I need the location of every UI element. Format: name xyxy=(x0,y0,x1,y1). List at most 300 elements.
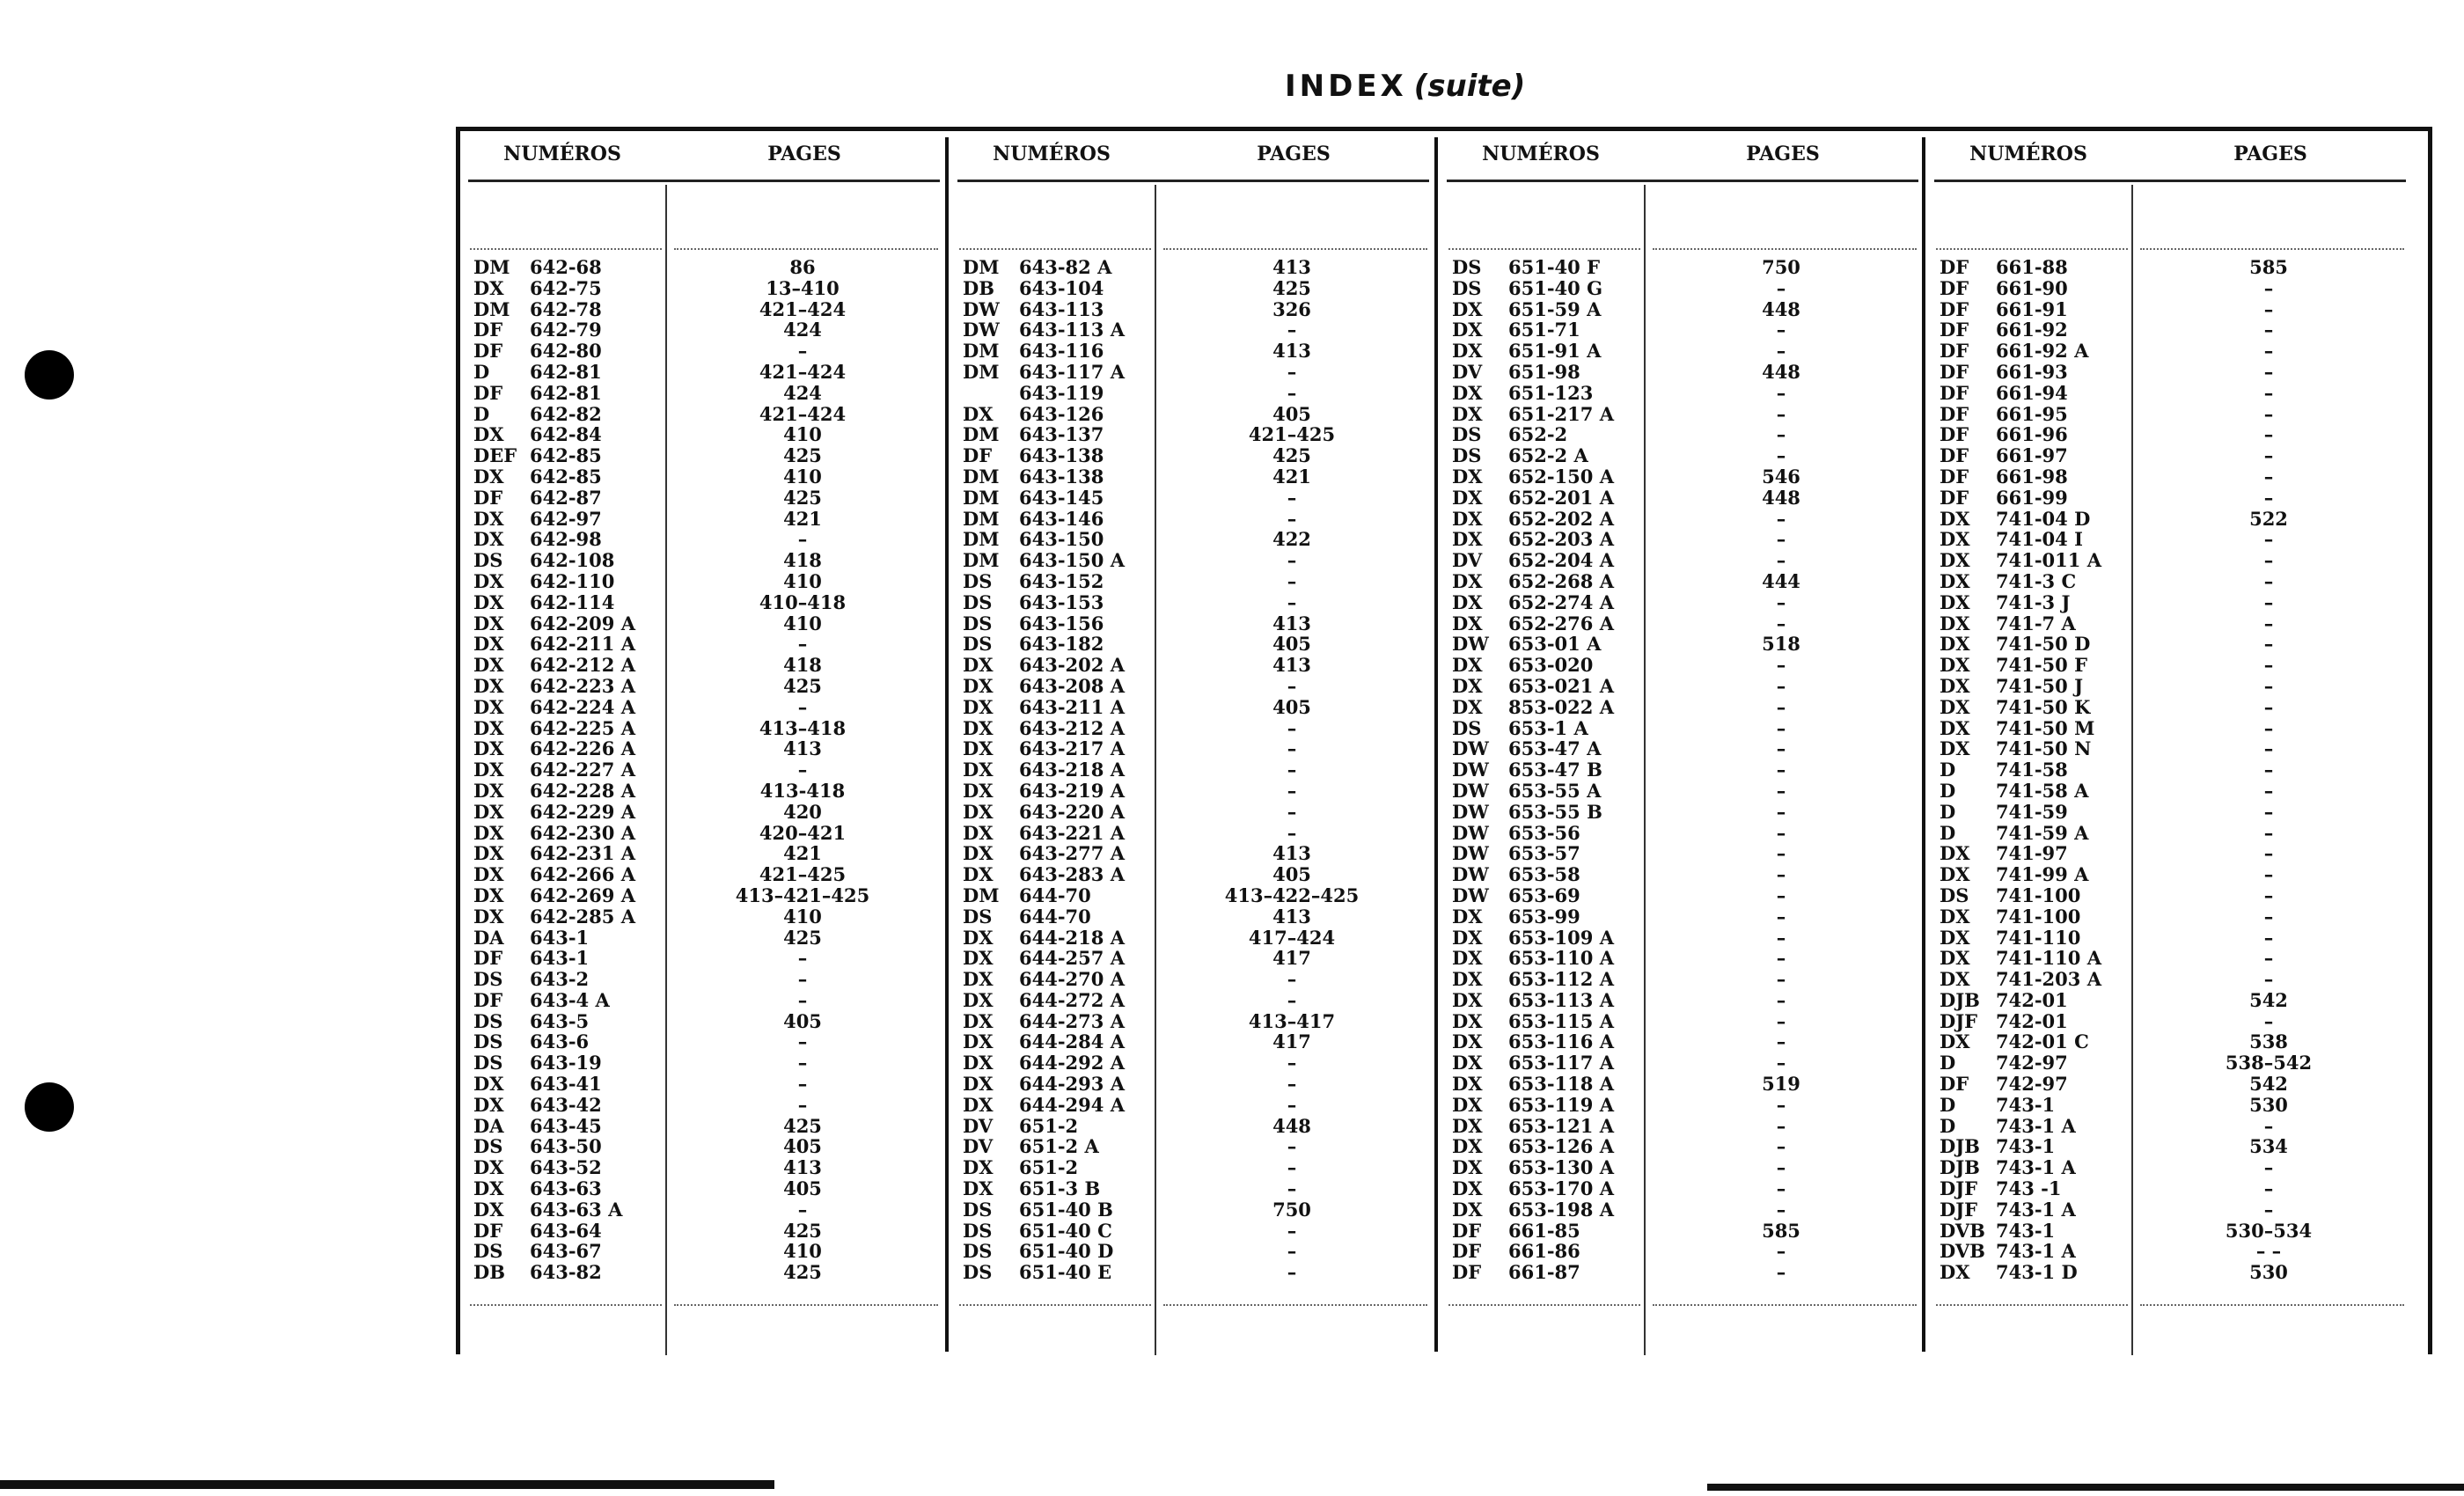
entry-prefix: DA xyxy=(473,926,504,949)
entry-prefix: DX xyxy=(1452,1114,1483,1137)
entry-number: 643-52 xyxy=(530,1156,602,1179)
entry-prefix: DX xyxy=(473,465,504,488)
entry-number: 643-63 xyxy=(530,1177,602,1200)
index-entry xyxy=(1452,823,1920,844)
entry-prefix: DM xyxy=(963,486,1000,509)
entry-pages: – xyxy=(2263,926,2274,949)
index-entry xyxy=(963,592,1431,613)
index-entry xyxy=(1940,781,2408,802)
entry-prefix: DX xyxy=(1452,1030,1483,1053)
entry-number: 741-50 K xyxy=(1996,695,2091,718)
entry-prefix: DF xyxy=(1940,486,1969,509)
entry-prefix: DX xyxy=(963,695,994,718)
entry-number: 661-88 xyxy=(1996,256,2068,278)
entry-prefix: DX xyxy=(1940,968,1970,991)
entry-prefix: D xyxy=(1940,800,1956,823)
entry-pages: 530 xyxy=(2249,1261,2288,1284)
entry-pages: – xyxy=(1776,1093,1786,1116)
entry-pages: – xyxy=(1287,779,1297,802)
index-entry xyxy=(1940,655,2408,676)
entry-prefix: DS xyxy=(473,1009,503,1032)
entry-pages: 413 xyxy=(783,737,822,760)
entry-prefix: DX xyxy=(473,842,504,865)
index-entry xyxy=(473,1095,942,1116)
index-entry xyxy=(963,613,1431,634)
index-entry xyxy=(1452,466,1920,488)
index-entry xyxy=(963,634,1431,655)
index-entry xyxy=(1452,424,1920,445)
entry-number: 644-284 A xyxy=(1019,1030,1125,1053)
entry-number: 651-59 A xyxy=(1508,297,1602,320)
entry-number: 853-022 A xyxy=(1508,695,1614,718)
entry-pages: 538 xyxy=(2249,1030,2288,1053)
entry-prefix: DX xyxy=(1452,1135,1483,1158)
entry-number: 642-114 xyxy=(530,590,615,613)
entry-number: 651-2 xyxy=(1019,1114,1079,1137)
entry-pages: – xyxy=(1776,444,1786,467)
entry-prefix: DX xyxy=(1452,297,1483,320)
entry-prefix: DX xyxy=(473,800,504,823)
entry-number: 653-119 A xyxy=(1508,1093,1614,1116)
entry-prefix: DM xyxy=(963,549,1000,572)
index-entry xyxy=(1940,1178,2408,1199)
entry-pages: – xyxy=(2263,863,2274,886)
entry-pages: – xyxy=(1776,1135,1786,1158)
entry-number: 661-90 xyxy=(1996,276,2068,299)
index-entry xyxy=(473,634,942,655)
entry-pages: – xyxy=(1776,1114,1786,1137)
entry-prefix: DX xyxy=(963,674,994,697)
index-entry xyxy=(963,1262,1431,1283)
entry-prefix: DX xyxy=(963,1093,994,1116)
entry-number: 652-204 A xyxy=(1508,549,1614,572)
entry-number: 653-01 A xyxy=(1508,633,1602,656)
index-entry xyxy=(473,1262,942,1283)
dotted-rule xyxy=(2140,1304,2404,1306)
index-entry xyxy=(963,1095,1431,1116)
index-entry xyxy=(1452,509,1920,530)
index-entry xyxy=(1940,864,2408,885)
entry-prefix: DJF xyxy=(1940,1177,1978,1200)
entry-pages: – xyxy=(2263,381,2274,404)
entry-prefix: DF xyxy=(1452,1240,1482,1263)
entry-pages: 448 xyxy=(1762,297,1800,320)
entry-pages: – xyxy=(2263,968,2274,991)
index-entry xyxy=(473,424,942,445)
entry-prefix: DM xyxy=(963,507,1000,530)
entry-prefix: DM xyxy=(963,423,1000,446)
entry-prefix: DV xyxy=(1452,549,1483,572)
entry-prefix: DX xyxy=(963,800,994,823)
entry-prefix: DV xyxy=(963,1114,994,1137)
entry-pages: – xyxy=(1776,968,1786,991)
entry-pages: – xyxy=(1287,319,1297,341)
entry-pages: 425 xyxy=(1272,444,1311,467)
entry-prefix: DS xyxy=(473,1240,503,1263)
entry-prefix: DX xyxy=(963,1177,994,1200)
index-entry xyxy=(1452,1052,1920,1074)
entry-number: 643-212 A xyxy=(1019,716,1125,739)
index-entry xyxy=(1940,488,2408,509)
index-entry xyxy=(963,1011,1431,1032)
index-entry xyxy=(963,1031,1431,1052)
entry-pages: 405 xyxy=(783,1135,822,1158)
entry-number: 661-92 A xyxy=(1996,340,2089,363)
entry-prefix: DX xyxy=(1452,1073,1483,1096)
entry-prefix: DX xyxy=(963,1156,994,1179)
index-entry xyxy=(1452,885,1920,906)
entry-prefix: DX xyxy=(1940,695,1970,718)
entry-prefix: DX xyxy=(1452,381,1483,404)
entry-pages: – xyxy=(2263,1009,2274,1032)
index-entry xyxy=(1940,529,2408,550)
entry-pages: – xyxy=(2263,319,2274,341)
index-entry xyxy=(1452,738,1920,759)
index-entry xyxy=(1940,424,2408,445)
entry-number: 643-145 xyxy=(1019,486,1104,509)
index-entry xyxy=(473,823,942,844)
entry-prefix: DX xyxy=(963,968,994,991)
entry-number: 643-153 xyxy=(1019,590,1104,613)
entry-pages: 444 xyxy=(1762,569,1800,592)
index-entry xyxy=(1940,1157,2408,1178)
index-entry xyxy=(1452,718,1920,739)
entry-pages: 417–424 xyxy=(1248,926,1336,949)
entry-prefix: DX xyxy=(1452,402,1483,425)
entry-number: 653-55 A xyxy=(1508,779,1602,802)
entry-pages: – xyxy=(1776,695,1786,718)
entry-prefix: DX xyxy=(473,695,504,718)
entry-pages: 410 xyxy=(783,905,822,928)
entry-prefix: DX xyxy=(1452,1198,1483,1221)
entry-number: 653-198 A xyxy=(1508,1198,1614,1221)
entry-pages: 421 xyxy=(1272,465,1311,488)
entry-list xyxy=(963,257,1431,1283)
index-entry xyxy=(1940,906,2408,928)
entry-number: 652-2 A xyxy=(1508,444,1588,467)
index-entry xyxy=(1452,802,1920,823)
entry-pages: – xyxy=(1776,905,1786,928)
index-entry xyxy=(1452,1074,1920,1095)
entry-pages: – xyxy=(1776,737,1786,760)
index-entry xyxy=(1452,969,1920,990)
entry-number: 661-93 xyxy=(1996,360,2068,383)
entry-number: 644-70 xyxy=(1019,884,1091,906)
entry-number: 642-211 A xyxy=(530,633,635,656)
index-entry xyxy=(473,990,942,1011)
index-entry xyxy=(963,738,1431,759)
entry-pages: 13–410 xyxy=(766,276,840,299)
index-entry xyxy=(1940,571,2408,592)
entry-prefix: DJF xyxy=(1940,1009,1978,1032)
entry-number: 642-225 A xyxy=(530,716,635,739)
index-entry xyxy=(963,1116,1431,1137)
entry-prefix: DX xyxy=(1940,905,1970,928)
index-entry xyxy=(473,802,942,823)
index-entry xyxy=(963,488,1431,509)
dotted-rule xyxy=(1653,248,1917,250)
index-entry xyxy=(1940,341,2408,362)
index-entry xyxy=(473,969,942,990)
entry-pages: – xyxy=(1776,1198,1786,1221)
entry-pages: 413–421–425 xyxy=(735,884,870,906)
entry-prefix: DW xyxy=(1452,884,1489,906)
entry-prefix: DJB xyxy=(1940,988,1980,1011)
entry-prefix: DX xyxy=(473,590,504,613)
entry-number: 642-231 A xyxy=(530,842,635,865)
entry-pages: – xyxy=(2263,947,2274,970)
entry-pages: 585 xyxy=(2249,256,2288,278)
entry-prefix: DX xyxy=(473,737,504,760)
entry-prefix: DF xyxy=(1940,402,1969,425)
index-entry xyxy=(1452,1221,1920,1242)
index-entry xyxy=(473,697,942,718)
entry-pages: – xyxy=(1287,737,1297,760)
index-entry xyxy=(963,928,1431,949)
index-entry xyxy=(963,1199,1431,1221)
index-entry xyxy=(1452,319,1920,341)
entry-number: 741-50 N xyxy=(1996,737,2092,760)
header-rule xyxy=(957,180,1429,182)
entry-number: 643-117 A xyxy=(1019,360,1125,383)
entry-pages: – xyxy=(1776,884,1786,906)
entry-prefix: DX xyxy=(1940,926,1970,949)
entry-pages: – xyxy=(2263,402,2274,425)
index-entry xyxy=(1452,843,1920,864)
entry-pages: – xyxy=(1776,381,1786,404)
index-entry xyxy=(473,445,942,466)
entry-number: 743-1 A xyxy=(1996,1114,2076,1137)
entry-pages: 425 xyxy=(783,674,822,697)
entry-number: 642-226 A xyxy=(530,737,635,760)
entry-pages: – xyxy=(1287,821,1297,844)
entry-prefix: DX xyxy=(1452,1009,1483,1032)
entry-pages: – xyxy=(1287,507,1297,530)
index-entry xyxy=(1940,592,2408,613)
entry-prefix: DX xyxy=(473,612,504,634)
entry-pages: – xyxy=(797,1030,808,1053)
index-entry xyxy=(1940,319,2408,341)
entry-number: 661-98 xyxy=(1996,465,2068,488)
entry-pages: 425 xyxy=(783,1261,822,1284)
index-entry xyxy=(473,257,942,278)
entry-prefix: DX xyxy=(473,716,504,739)
entry-number: 644-270 A xyxy=(1019,968,1125,991)
index-entry xyxy=(1940,969,2408,990)
entry-prefix: DJB xyxy=(1940,1135,1980,1158)
entry-prefix: DX xyxy=(1452,507,1483,530)
entry-pages: – xyxy=(1776,926,1786,949)
entry-pages: 413–422–425 xyxy=(1224,884,1360,906)
entry-prefix: DB xyxy=(963,276,994,299)
entry-number: 741-59 A xyxy=(1996,821,2089,844)
entry-prefix: DX xyxy=(473,759,504,781)
dotted-rule xyxy=(1653,1304,1917,1306)
index-entry xyxy=(963,1074,1431,1095)
entry-pages: – xyxy=(2263,276,2274,299)
entry-pages: – xyxy=(1776,674,1786,697)
entry-prefix: DS xyxy=(1940,884,1969,906)
entry-number: 644-294 A xyxy=(1019,1093,1125,1116)
index-entry xyxy=(1940,404,2408,425)
entry-number: 653-58 xyxy=(1508,863,1580,886)
entry-prefix: DX xyxy=(1940,1261,1970,1284)
entry-prefix: DF xyxy=(1940,1073,1969,1096)
index-entry xyxy=(963,843,1431,864)
index-entry xyxy=(1940,823,2408,844)
index-entry xyxy=(1940,278,2408,299)
entry-pages: 425 xyxy=(783,444,822,467)
entry-number: 642-108 xyxy=(530,549,615,572)
entry-list xyxy=(473,257,942,1283)
entry-prefix: DX xyxy=(963,759,994,781)
index-entry xyxy=(473,676,942,697)
entry-prefix: DF xyxy=(963,444,993,467)
entry-prefix: DX xyxy=(1940,549,1970,572)
entry-prefix: DF xyxy=(473,1219,503,1242)
entry-number: 741-58 A xyxy=(1996,779,2089,802)
entry-number: 642-78 xyxy=(530,297,602,320)
entry-pages: 425 xyxy=(783,486,822,509)
entry-prefix: DX xyxy=(1940,842,1970,865)
entry-pages: – xyxy=(1776,612,1786,634)
index-entry xyxy=(1452,1241,1920,1262)
entry-prefix: DX xyxy=(1452,340,1483,363)
index-column-group xyxy=(1927,132,2413,1355)
entry-pages: – xyxy=(1776,276,1786,299)
entry-number: 643-82 xyxy=(530,1261,602,1284)
index-entry xyxy=(1452,1095,1920,1116)
index-entry xyxy=(473,1116,942,1137)
entry-pages: 422 xyxy=(1272,528,1311,551)
entry-number: 741-50 J xyxy=(1996,674,2084,697)
index-column-group xyxy=(1440,132,1925,1355)
entry-prefix: DF xyxy=(1940,340,1969,363)
entry-prefix: DS xyxy=(473,1030,503,1053)
entry-pages: – xyxy=(2263,297,2274,320)
entry-prefix: DX xyxy=(963,402,994,425)
index-entry xyxy=(1452,781,1920,802)
entry-pages: 421 xyxy=(783,842,822,865)
index-entry xyxy=(473,550,942,571)
entry-number: 653-57 xyxy=(1508,842,1580,865)
entry-prefix: D xyxy=(1940,779,1956,802)
entry-pages: – xyxy=(797,988,808,1011)
entry-prefix: DJB xyxy=(1940,1156,1980,1179)
entry-number: 644-218 A xyxy=(1019,926,1125,949)
dotted-rule xyxy=(674,248,938,250)
index-entry xyxy=(1940,1116,2408,1137)
entry-number: 651-40 E xyxy=(1019,1261,1112,1284)
entry-pages: 421–424 xyxy=(759,360,847,383)
entry-pages: – xyxy=(1776,423,1786,446)
entry-number: 643-211 A xyxy=(1019,695,1125,718)
entry-pages: – xyxy=(2263,465,2274,488)
dotted-rule xyxy=(959,1304,1151,1306)
entry-number: 643-5 xyxy=(530,1009,590,1032)
entry-number: 743-1 A xyxy=(1996,1198,2076,1221)
entry-prefix: DS xyxy=(963,1198,993,1221)
entry-number: 642-228 A xyxy=(530,779,635,802)
entry-list xyxy=(1940,257,2408,1283)
index-entry xyxy=(963,257,1431,278)
entry-number: 642-75 xyxy=(530,276,602,299)
entry-number: 643-116 xyxy=(1019,340,1104,363)
entry-prefix: DX xyxy=(1940,947,1970,970)
index-entry xyxy=(963,1241,1431,1262)
index-entry xyxy=(963,823,1431,844)
entry-prefix: DS xyxy=(1452,276,1482,299)
entry-number: 653-130 A xyxy=(1508,1156,1614,1179)
header-numeros: NUMÉROS xyxy=(503,143,621,165)
entry-number: 644-273 A xyxy=(1019,1009,1125,1032)
entry-number: 643-1 xyxy=(530,947,590,970)
entry-number: 651-3 B xyxy=(1019,1177,1101,1200)
entry-number: 743 -1 xyxy=(1996,1177,2062,1200)
entry-pages: – xyxy=(1287,1052,1297,1074)
entry-number: 642-223 A xyxy=(530,674,635,697)
entry-prefix: DX xyxy=(473,1073,504,1096)
index-entry xyxy=(473,1241,942,1262)
entry-prefix: DV xyxy=(963,1135,994,1158)
dotted-rule xyxy=(1936,1304,2128,1306)
entry-prefix: DF xyxy=(473,486,503,509)
index-entry xyxy=(473,529,942,550)
index-entry xyxy=(1452,1157,1920,1178)
entry-number: 741-04 I xyxy=(1996,528,2083,551)
index-entry xyxy=(1940,257,2408,278)
entry-prefix: DS xyxy=(1452,716,1482,739)
index-entry xyxy=(1452,613,1920,634)
entry-prefix: DX xyxy=(473,821,504,844)
index-entry xyxy=(473,571,942,592)
entry-number: 653-126 A xyxy=(1508,1135,1614,1158)
entry-prefix: DS xyxy=(963,1261,993,1284)
entry-number: 643-150 xyxy=(1019,528,1104,551)
entry-number: 643-119 xyxy=(1019,381,1104,404)
entry-number: 741-7 A xyxy=(1996,612,2076,634)
index-entry xyxy=(1940,738,2408,759)
entry-prefix: DX xyxy=(473,1156,504,1179)
entry-number: 642-97 xyxy=(530,507,602,530)
entry-number: 741-50 D xyxy=(1996,633,2091,656)
index-entry xyxy=(963,1052,1431,1074)
entry-pages: – xyxy=(1776,549,1786,572)
entry-prefix: DX xyxy=(1452,905,1483,928)
index-entry xyxy=(1452,928,1920,949)
entry-prefix: DX xyxy=(1940,507,1970,530)
entry-number: 642-98 xyxy=(530,528,602,551)
entry-pages: – xyxy=(2263,800,2274,823)
entry-number: 643-202 A xyxy=(1019,654,1125,677)
entry-pages: – xyxy=(1287,569,1297,592)
entry-prefix: DX xyxy=(963,1030,994,1053)
entry-pages: 530–534 xyxy=(2225,1219,2313,1242)
entry-pages: – xyxy=(1776,947,1786,970)
entry-pages: – xyxy=(1776,863,1786,886)
index-entry xyxy=(963,676,1431,697)
entry-number: 653-56 xyxy=(1508,821,1580,844)
entry-pages: 522 xyxy=(2249,507,2288,530)
entry-pages: 420 xyxy=(783,800,822,823)
entry-prefix: DS xyxy=(963,1240,993,1263)
header-rule xyxy=(1934,180,2406,182)
entry-number: 653-113 A xyxy=(1508,988,1614,1011)
entry-prefix: DS xyxy=(963,590,993,613)
entry-prefix: DX xyxy=(1452,674,1483,697)
entry-pages: – xyxy=(2263,633,2274,656)
index-entry xyxy=(1452,257,1920,278)
